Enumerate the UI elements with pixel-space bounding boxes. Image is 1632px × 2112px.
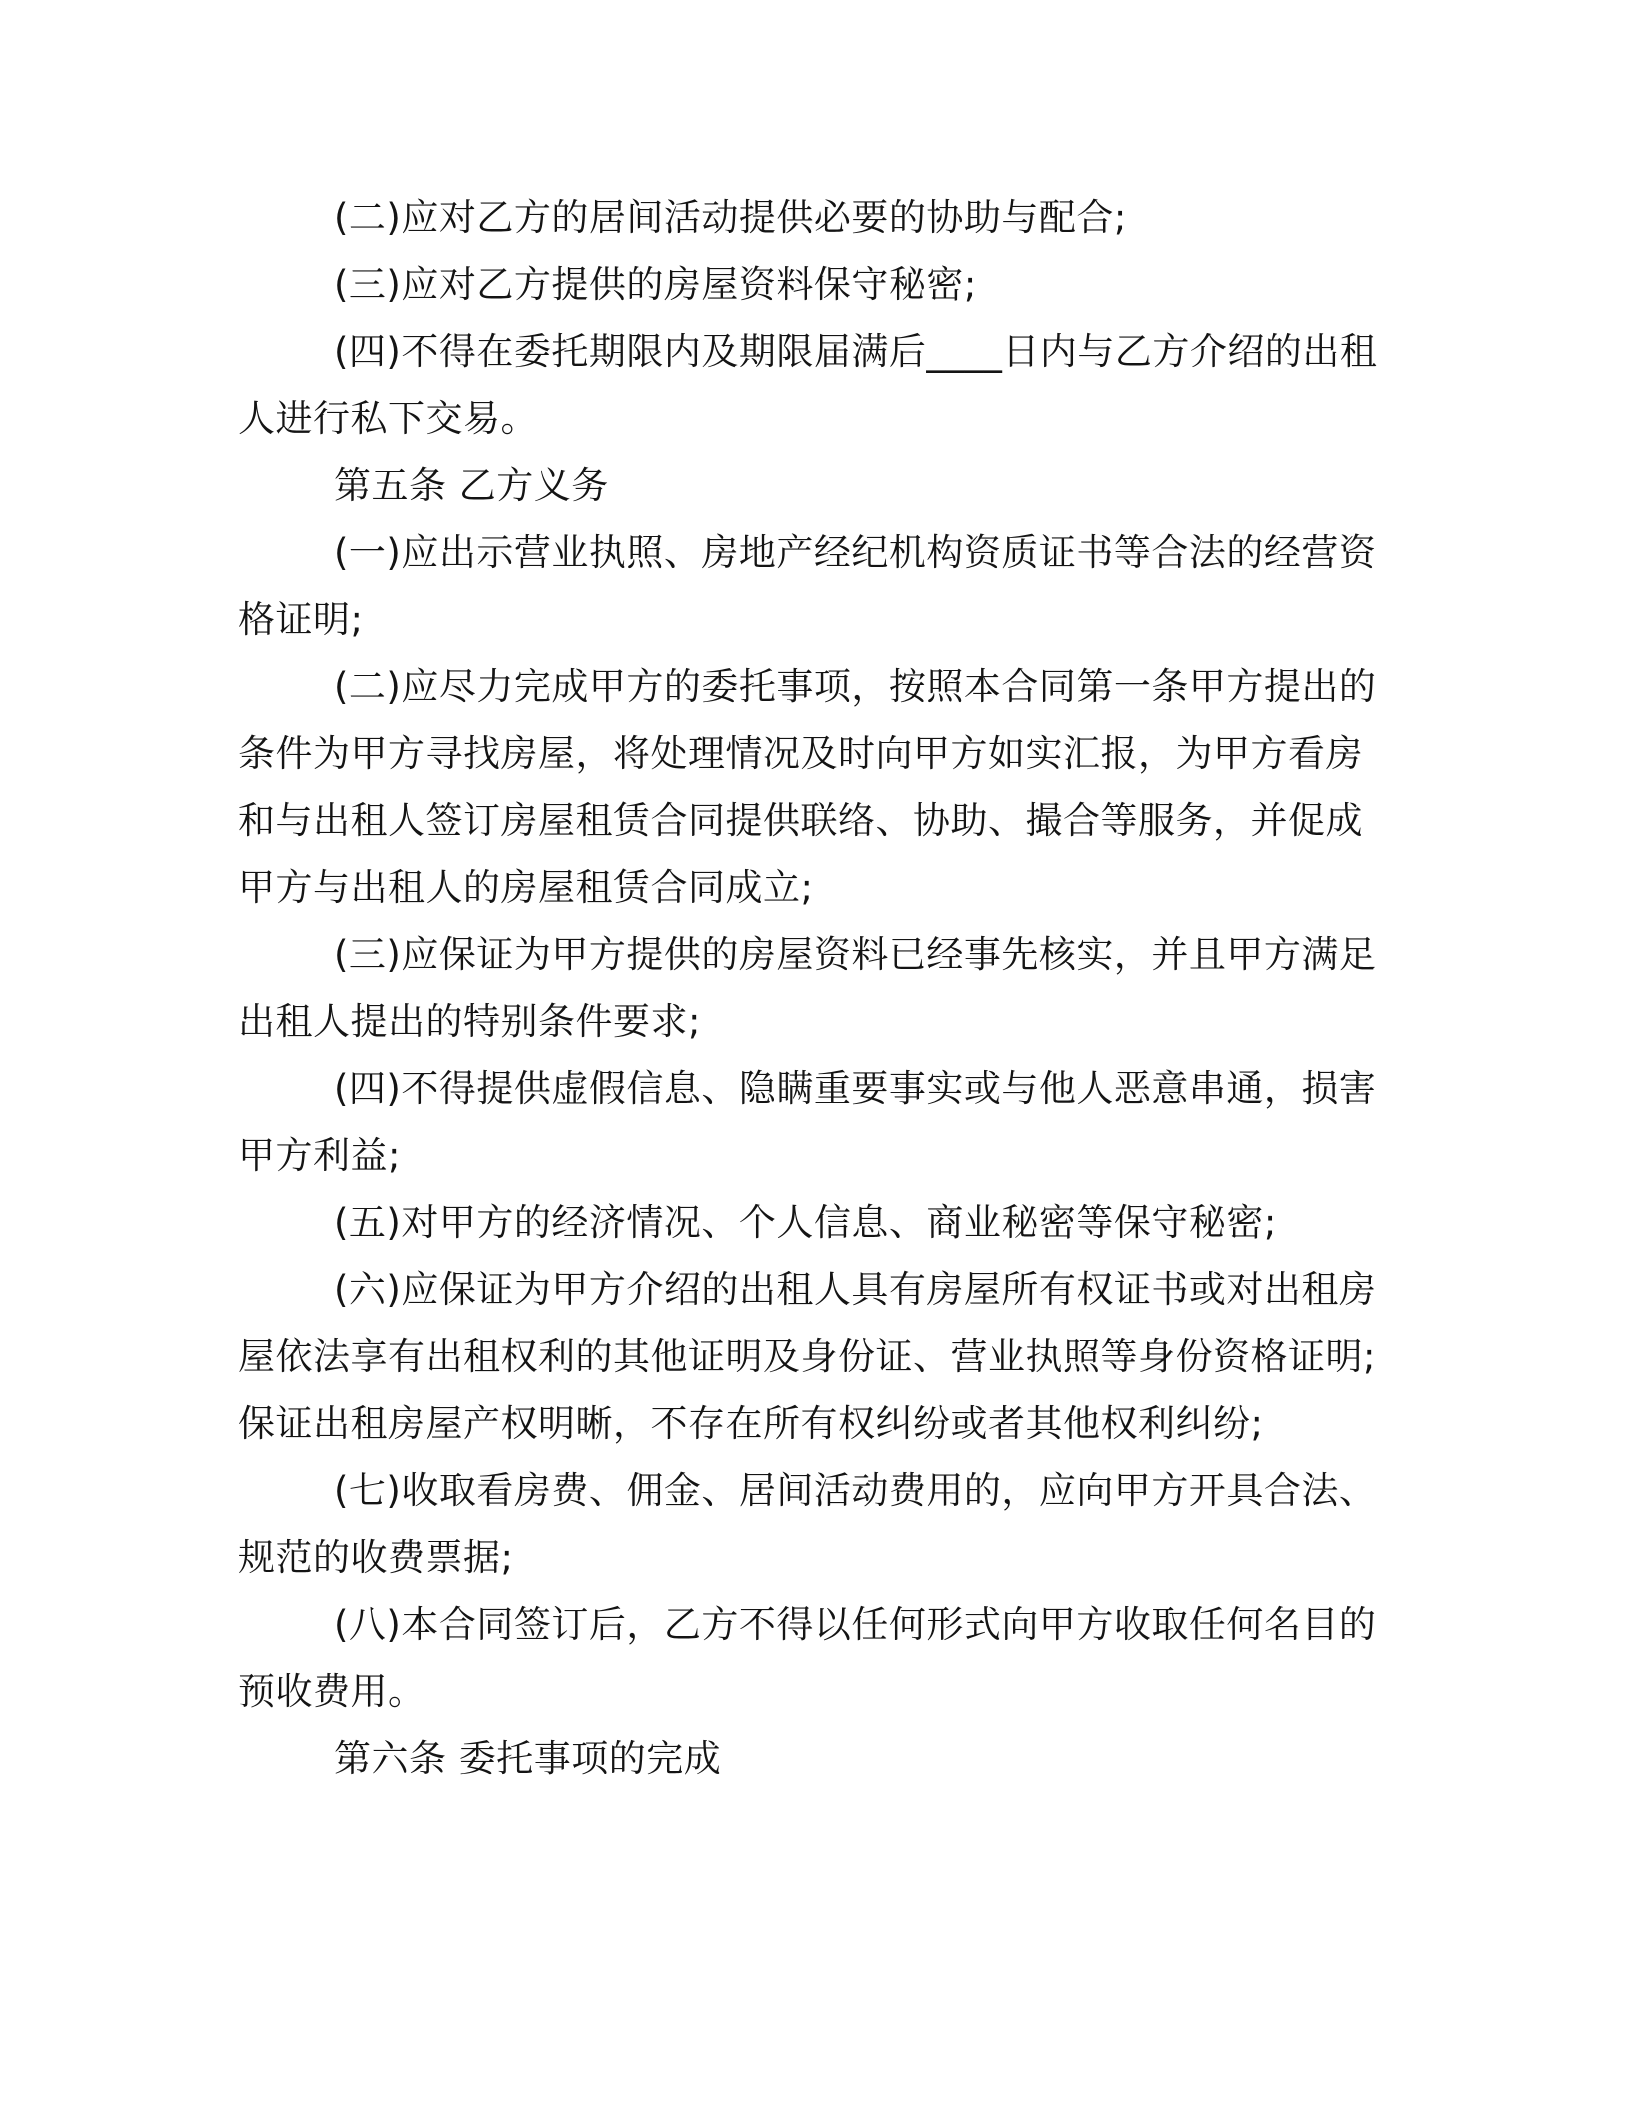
- clause-paragraph: (四)不得提供虚假信息、隐瞒重要事实或与他人恶意串通，损害甲方利益;: [238, 1067, 1377, 1177]
- article-heading: 第六条 委托事项的完成: [334, 1737, 722, 1780]
- clause-paragraph: (四)不得在委托期限内及期限届满后____日内与乙方介绍的出租人进行私下交易。: [238, 330, 1378, 440]
- clause-paragraph: (一)应出示营业执照、房地产经纪机构资质证书等合法的经营资格证明;: [238, 531, 1377, 641]
- clause-paragraph: (二)应尽力完成甲方的委托事项，按照本合同第一条甲方提出的条件为甲方寻找房屋，将处理情况及时向甲方如实汇报，为甲方看房和与出租人签订房屋租赁合同提供联络、协助、撮合等服务，并促成甲方与出租人的房屋租赁合同成立;: [238, 665, 1377, 909]
- clause-paragraph: (五)对甲方的经济情况、个人信息、商业秘密等保守秘密;: [334, 1201, 1277, 1244]
- document-body: [238, 184, 1398, 1792]
- clause-paragraph: (二)应对乙方的居间活动提供必要的协助与配合;: [334, 196, 1127, 239]
- clause-paragraph: (七)收取看房费、佣金、居间活动费用的，应向甲方开具合法、规范的收费票据;: [238, 1469, 1377, 1579]
- article-heading: 第五条 乙方义务: [334, 464, 609, 507]
- clause-paragraph: (六)应保证为甲方介绍的出租人具有房屋所有权证书或对出租房屋依法享有出租权利的其他证明及身份证、营业执照等身份资格证明;保证出租房屋产权明晰，不存在所有权纠纷或者其他权利纠纷;: [238, 1268, 1377, 1445]
- clause-paragraph: (三)应保证为甲方提供的房屋资料已经事先核实，并且甲方满足出租人提出的特别条件要求;: [238, 933, 1377, 1043]
- clause-paragraph: (八)本合同签订后，乙方不得以任何形式向甲方收取任何名目的预收费用。: [238, 1603, 1377, 1713]
- clause-paragraph: (三)应对乙方提供的房屋资料保守秘密;: [334, 263, 977, 306]
